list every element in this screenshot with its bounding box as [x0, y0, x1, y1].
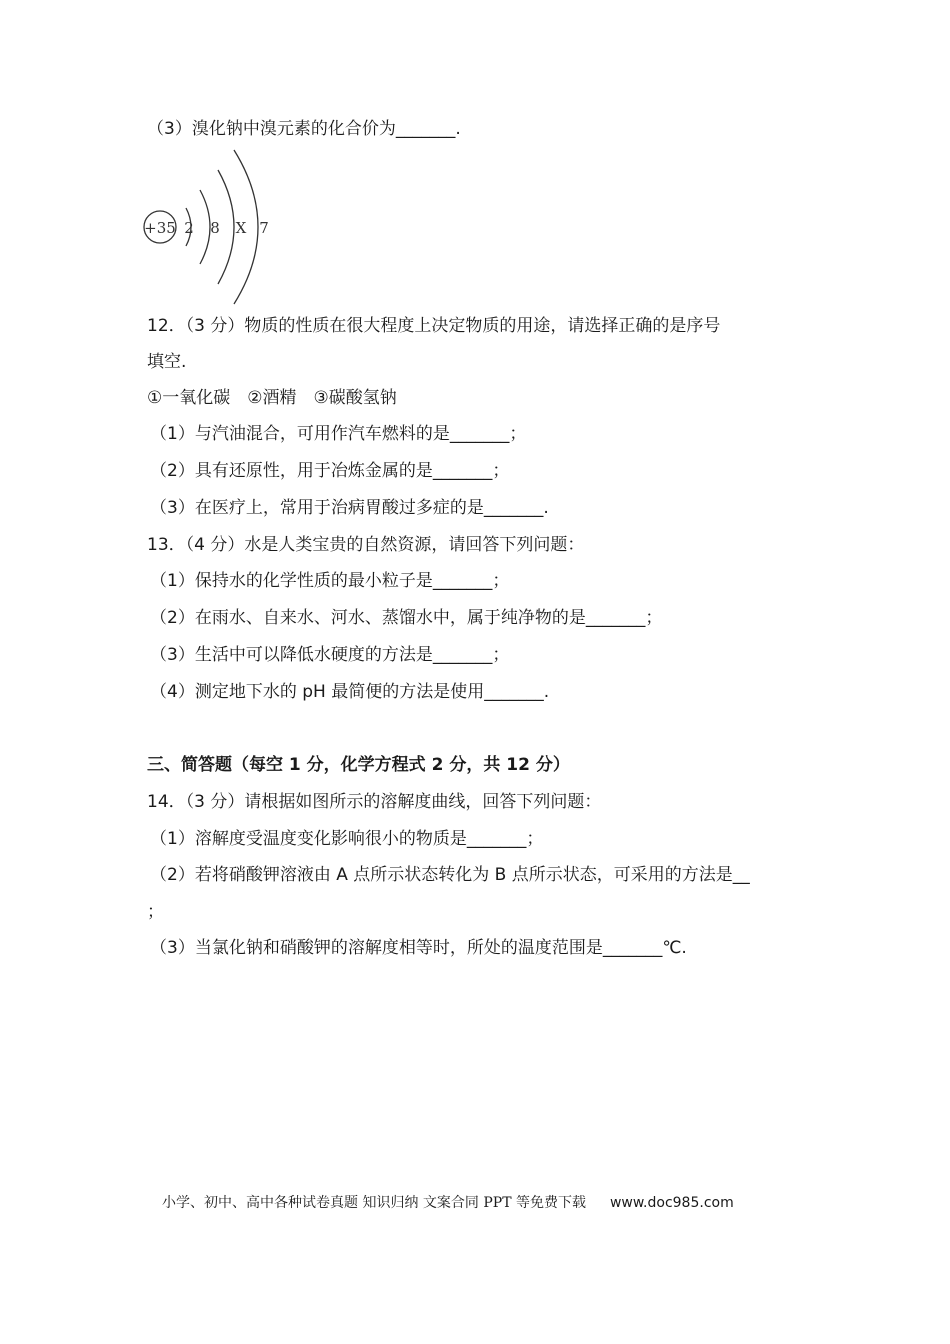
electron-shell-3: [218, 170, 234, 284]
shell-2-electrons: 8: [210, 219, 220, 237]
footer-url[interactable]: www.doc985.com: [609, 1195, 734, 1211]
q13-item-1: （1）保持水的化学性质的最小粒子是_______；: [150, 571, 510, 591]
q14-item-1: （1）溶解度受温度变化影响很小的物质是_______；: [150, 829, 544, 849]
section-3-heading: 三、简答题（每空 1 分，化学方程式 2 分，共 12 分）: [147, 755, 570, 775]
shell-3-electrons: X: [235, 219, 247, 237]
q14-title: 14．（3 分）请根据如图所示的溶解度曲线，回答下列问题：: [147, 792, 602, 812]
q12-item-1: （1）与汽油混合，可用作汽车燃料的是_______；: [150, 424, 527, 444]
footer-text: 小学、初中、高中各种试卷真题 知识归纳 文案合同 PPT 等免费下载: [162, 1195, 586, 1211]
q13-title: 13．（4 分）水是人类宝贵的自然资源，请回答下列问题：: [147, 535, 585, 555]
shell-1-electrons: 2: [184, 219, 194, 237]
q14-item-3: （3）当氯化钠和硝酸钾的溶解度相等时，所处的温度范围是_______℃.: [150, 938, 687, 958]
q12-item-3: （3）在医疗上，常用于治病胃酸过多症的是_______.: [150, 498, 549, 518]
q14-item-2-cont: ；: [147, 902, 164, 922]
atom-nucleus-charge: +35: [144, 219, 176, 237]
bromine-atom-structure-diagram: [138, 148, 278, 308]
q11-part3: （3）溴化钠中溴元素的化合价为_______.: [147, 119, 461, 139]
q12-title: 12．（3 分）物质的性质在很大程度上决定物质的用途，请选择正确的是序号: [147, 316, 721, 336]
q14-item-2: （2）若将硝酸钾溶液由 A 点所示状态转化为 B 点所示状态，可采用的方法是__: [150, 865, 750, 885]
q13-item-2: （2）在雨水、自来水、河水、蒸馏水中，属于纯净物的是_______；: [150, 608, 663, 628]
q12-item-2: （2）具有还原性，用于冶炼金属的是_______；: [150, 461, 510, 481]
page-footer: [162, 1192, 734, 1212]
electron-shell-2: [200, 190, 210, 264]
q13-item-3: （3）生活中可以降低水硬度的方法是_______；: [150, 645, 510, 665]
shell-4-electrons: 7: [259, 219, 269, 237]
q12-options: ①一氧化碳 ②酒精 ③碳酸氢钠: [147, 388, 397, 408]
q12-title-cont: 填空.: [147, 352, 187, 372]
q13-item-4: （4）测定地下水的 pH 最简便的方法是使用_______.: [150, 682, 550, 702]
